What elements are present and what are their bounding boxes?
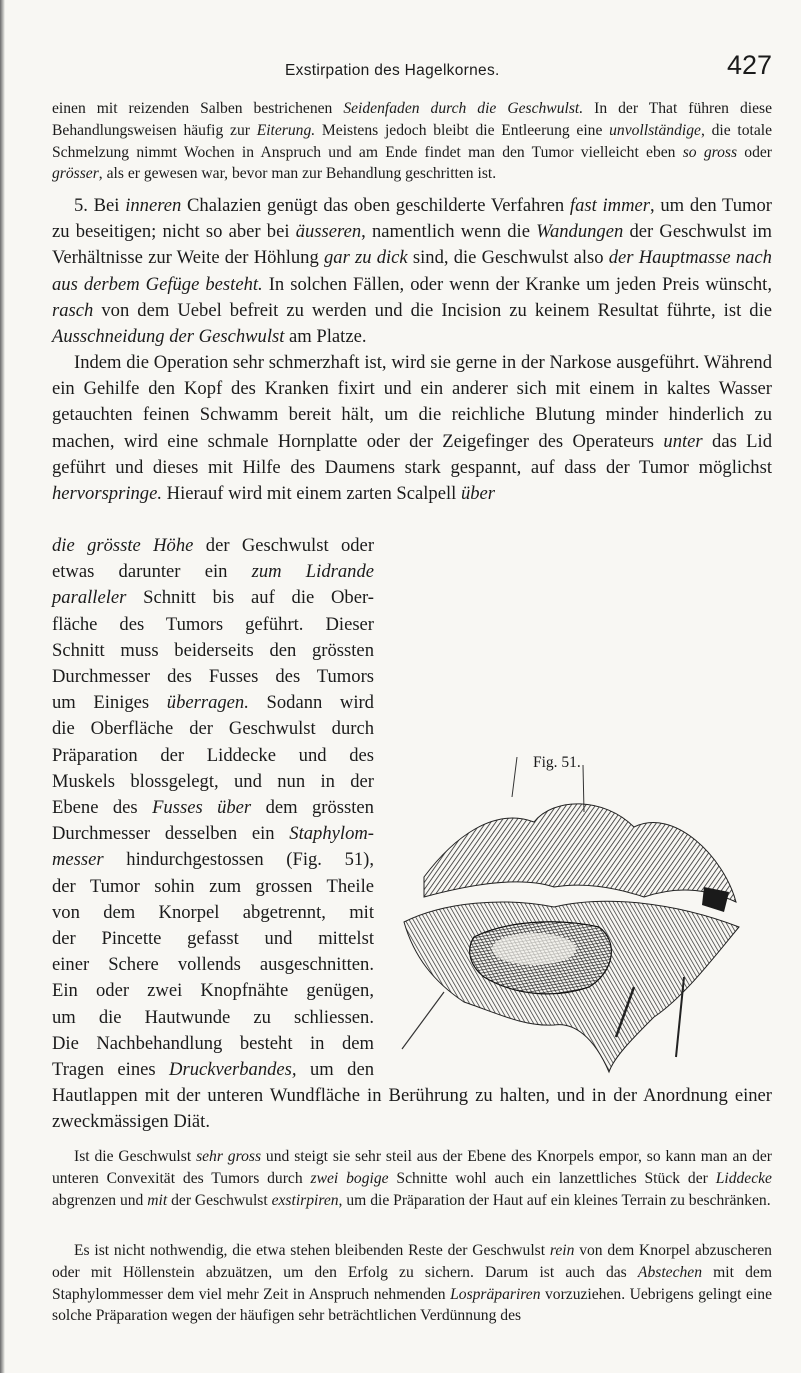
paragraph-4-text xyxy=(52,1146,772,1211)
text-run: das Lid geführt und dieses mit Hilfe des Daumens stark gespannt, auf dass der Tumor möglichst xyxy=(52,430,772,478)
italic-run: rein xyxy=(549,1242,575,1259)
figure-51-illustration xyxy=(384,737,744,1082)
text-run: etwas darunter ein xyxy=(52,561,252,583)
text-run: von dem Knorpel abgetrennt, mit xyxy=(52,901,374,923)
italic-run: Eiterung. xyxy=(256,121,316,139)
text-run: dem grössten xyxy=(251,797,374,819)
text-run: , um den Tumor zu beseitigen; nicht so aber bei xyxy=(52,195,772,243)
text-run: Durchmesser des Fusses des Tumors xyxy=(52,666,374,688)
wrapped-line xyxy=(52,559,374,585)
text-run: um die Präparation der Haut auf ein kleines Terrain zu beschränken. xyxy=(342,1191,771,1209)
italic-run: zwei bogige xyxy=(310,1169,389,1187)
text-run: Ebene des xyxy=(52,797,153,819)
text-run: 5. Bei xyxy=(74,195,126,216)
text-run: Tragen eines xyxy=(52,1059,170,1081)
text-run: Es ist nicht nothwendig, die etwa stehen bleibenden Reste der Geschwulst xyxy=(74,1242,550,1259)
paragraph-3-end: Hautlappen mit der unteren Wundfläche in Berührung zu halten, und in der Anordnung einer zweckmässigen Diät. xyxy=(52,1085,772,1133)
text-run: der Geschwulst oder xyxy=(193,535,375,556)
text-run: Ein oder zwei Knopfnähte genügen, xyxy=(52,980,374,1002)
italic-run: Wandungen xyxy=(536,221,624,243)
italic-run: zum Lidrande xyxy=(251,561,374,583)
italic-run: über xyxy=(460,483,496,505)
text-run: sind, die Geschwulst also xyxy=(407,247,609,269)
text-run: Meistens jedoch bleibt die Entleerung eine xyxy=(315,121,610,139)
wrapped-line xyxy=(52,585,374,611)
wrapped-line xyxy=(52,769,374,795)
text-run: Hierauf wird mit einem zarten Scalpell xyxy=(162,483,461,505)
text-run: In solchen Fällen, oder wenn der Kranke um jeden Preis wünscht, xyxy=(262,273,773,295)
wrapped-line xyxy=(52,1031,374,1057)
wrapped-line xyxy=(52,978,374,1004)
text-run: In der That führen diese Behandlungsweisen häufig zur xyxy=(52,100,772,139)
italic-run: so gross xyxy=(682,143,738,161)
italic-run: unvollständige xyxy=(609,121,701,139)
running-head: Exstirpation des Hagelkornes. xyxy=(285,62,500,79)
text-run: Durchmesser desselben ein xyxy=(52,823,290,845)
italic-run: gar zu dick xyxy=(323,247,408,269)
text-run: Präparation der Liddecke und des xyxy=(52,744,374,766)
italic-run: die grösste Höhe xyxy=(52,535,194,556)
text-run: um Einiges xyxy=(52,692,167,714)
italic-run: Fusses über xyxy=(152,797,252,819)
wrapped-line xyxy=(52,1005,374,1031)
paragraph-3 xyxy=(52,350,772,507)
italic-run: messer xyxy=(52,849,104,871)
italic-run: Seidenfaden durch die Geschwulst. xyxy=(343,100,584,117)
italic-run: hervorspringe. xyxy=(52,483,163,505)
wrapped-line xyxy=(52,874,374,900)
wrapped-line xyxy=(52,690,374,716)
text-run: der Pincette gefasst und mittelst xyxy=(52,928,374,950)
italic-run: überragen. xyxy=(166,692,249,714)
page-header xyxy=(40,50,772,94)
text-run: um den xyxy=(296,1059,375,1081)
text-run: einer Schere vollends ausgeschnitten. xyxy=(52,954,374,976)
text-run: Indem die Operation sehr schmerzhaft ist, wird sie gerne in der Narkose ausgeführt. Während ein Gehilfe den Kopf des Kranken fixirt und ein anderer sich mit einem in kaltes Wasser getauchten feinen Schwamm bereit hält, um die reichliche Blutung minder hinderlich zu machen, wird eine schmale Hornplatte oder der Zeigefinger des Operateurs xyxy=(52,352,772,452)
italic-run: fast immer xyxy=(569,195,650,216)
italic-run: Abstechen xyxy=(637,1263,703,1281)
text-run: Die Nachbehandlung besteht in dem xyxy=(52,1032,374,1054)
italic-run: rasch xyxy=(52,299,94,321)
wrapped-line xyxy=(52,952,374,978)
italic-run: exstirpiren, xyxy=(271,1191,343,1209)
text-run: vorzuziehen. Uebrigens gelingt eine solche Präparation wegen der häufigen sehr beträchtlichen Verdünnung des xyxy=(52,1285,772,1325)
text-run: Sodann wird xyxy=(248,692,374,714)
italic-run: sehr gross xyxy=(196,1148,262,1165)
wrapped-line xyxy=(52,821,374,847)
text-run: Schnitte wohl auch ein lanzettliches Stück der xyxy=(388,1169,716,1187)
text-run: Muskels blossgelegt, und nun in der xyxy=(52,770,374,792)
italic-run: äusseren xyxy=(295,221,362,243)
page-number: 427 xyxy=(726,50,772,80)
italic-run: mit xyxy=(147,1191,168,1209)
italic-run: Ausschneidung der Geschwulst xyxy=(52,326,285,348)
paragraph-2 xyxy=(52,193,772,350)
italic-run: Staphylom- xyxy=(289,823,374,845)
text-run: der Geschwulst xyxy=(167,1191,272,1209)
italic-run: der Hauptmasse nach aus derbem Gefüge besteht. xyxy=(52,247,772,295)
text-run: und steigt sie sehr steil aus der Ebene des Knorpels empor, so kann man an der unteren Convexität des Tumors durch xyxy=(52,1148,772,1187)
italic-run: paralleler xyxy=(52,587,127,609)
text-run: Schnitt bis auf die Ober- xyxy=(126,587,374,609)
page-edge-shadow xyxy=(0,0,5,1373)
italic-run: unter xyxy=(663,430,703,452)
text-run: , namentlich wenn die xyxy=(361,221,537,243)
text-run: von dem Uebel befreit zu werden und die Incision zu keinem Resultat führte, ist die xyxy=(93,299,772,321)
paragraph-3-wrapped-column xyxy=(52,533,374,1083)
wrapped-line xyxy=(52,795,374,821)
italic-run: inneren xyxy=(125,195,182,216)
text-run: um die Hautwunde zu schliessen. xyxy=(52,1006,374,1028)
text-run: oder xyxy=(737,143,772,161)
paragraph-5 xyxy=(52,1240,772,1327)
figure-label: Fig. 51. xyxy=(533,754,581,771)
italic-run: grösser xyxy=(52,165,99,183)
text-run: von dem Knorpel abzuscheren oder mit Höllenstein abzuätzen, um den Erfolg zu sichern. Darum ist auch das xyxy=(52,1242,772,1281)
paragraph-1 xyxy=(52,98,772,185)
wrapped-line xyxy=(52,612,374,638)
text-run: Schnitt muss beiderseits den grössten xyxy=(52,639,374,661)
text-run: , als er gewesen war, bevor man zur Behandlung geschritten ist. xyxy=(98,165,497,183)
text-run: hindurchgestossen (Fig. 51), xyxy=(103,849,374,871)
text-run: der Geschwulst im Verhältnisse zur Weite der Höhlung xyxy=(52,221,772,269)
wrapped-line xyxy=(52,743,374,769)
text-run: Ist die Geschwulst xyxy=(74,1148,197,1165)
text-run: am Platze. xyxy=(284,326,367,348)
knife-handle xyxy=(402,992,444,1049)
text-run: mit dem Staphylommesser dem viel mehr Zeit in Anspruch nehmenden xyxy=(52,1263,772,1303)
wrapped-line xyxy=(52,533,374,559)
wrapped-line xyxy=(52,926,374,952)
italic-run: Druckverbandes, xyxy=(169,1059,297,1081)
wrapped-line xyxy=(52,716,374,742)
text-run: abgrenzen und xyxy=(52,1191,148,1209)
paragraph-4 xyxy=(52,1146,772,1211)
wrapped-line xyxy=(52,1057,374,1083)
text-run: einen mit reizenden Salben bestrichenen xyxy=(52,100,344,117)
text-run: der Tumor sohin zum grossen Theile xyxy=(52,875,374,897)
wrapped-line xyxy=(52,638,374,664)
italic-run: Liddecke xyxy=(715,1169,772,1187)
text-run: Chalazien genügt das oben geschilderte Verfahren xyxy=(181,195,570,216)
text-run: , die totale Schmelzung nimmt Wochen in Anspruch und am Ende findet man den Tumor vielleicht eben xyxy=(52,121,773,161)
paragraph-5-text xyxy=(52,1240,772,1327)
wrapped-line xyxy=(52,664,374,690)
wrapped-line xyxy=(52,847,374,873)
italic-run: Lospräpariren xyxy=(450,1285,541,1303)
text-run: die Oberfläche der Geschwulst durch xyxy=(52,718,374,740)
wrapped-line xyxy=(52,900,374,926)
text-run: fläche des Tumors geführt. Dieser xyxy=(52,613,374,635)
